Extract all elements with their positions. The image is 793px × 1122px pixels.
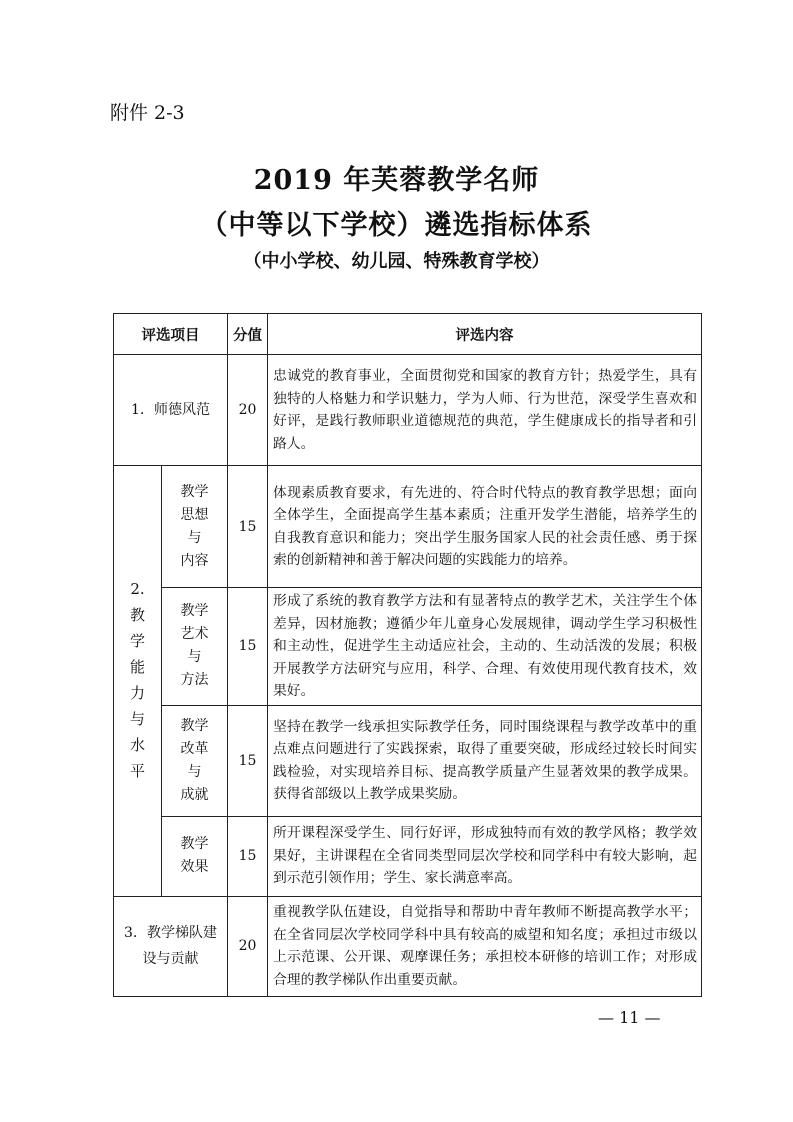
sub-label-part: 与 xyxy=(187,649,202,666)
header-item: 评选项目 xyxy=(114,314,228,355)
sub-label-part: 教学 xyxy=(180,836,209,852)
score-team: 20 xyxy=(228,896,268,996)
page-number: — 11 — xyxy=(598,1008,661,1027)
sub-label-part: 教学 xyxy=(180,717,209,734)
sub-label-part: 效果 xyxy=(180,859,209,875)
content-art: 形成了系统的教育教学方法和有显著特点的教学艺术，关注学生个体差异，因材施教；遵循少年儿童身心发展规律，调动学生学习积极性和主动性，促进学生主动适应社会，主动的、生动活泼的发展；积极开展教学方法研究与应用，科学、合理、有效使用现代教育技术，效果好。 xyxy=(268,588,702,706)
subtitle: （中小学校、幼儿园、特殊教育学校） xyxy=(243,251,550,272)
table-row xyxy=(114,588,702,706)
title-line-1: 2019 年芙蓉教学名师 xyxy=(253,165,540,196)
content-ethics: 忠诚党的教育事业，全面贯彻党和国家的教育方针；热爱学生，具有独特的人格魅力和学识魅力，学为人师、行为世范，深受学生喜欢和好评，是践行教师职业道德规范的典范，学生健康成长的指导者和引路人。 xyxy=(268,355,702,466)
score-effect: 15 xyxy=(228,816,268,896)
table-row xyxy=(114,816,702,896)
content-team: 重视教学队伍建设，自觉指导和帮助中青年教师不断提高教学水平；在全省同层次学校同学科中具有较高的威望和知名度；承担过市级以上示范课、公开课、观摩课任务；承担校本研修的培训工作；对形成合理的教学梯队作出重要贡献。 xyxy=(268,896,702,996)
sub-label-part: 成就 xyxy=(180,786,209,803)
item-teaching-ability xyxy=(114,466,162,897)
content-effect: 所开课程深受学生、同行好评，形成独特而有效的教学风格；教学效果好，主讲课程在全省同类型同层次学校和同学科中有较大影响，起到示范引领作用；学生、家长满意率高。 xyxy=(268,816,702,896)
title-line-2: （中等以下学校）遴选指标体系 xyxy=(200,210,593,241)
score-ethics: 20 xyxy=(228,355,268,466)
sub-label-part: 思想 xyxy=(180,506,209,523)
sub-label-part: 教学 xyxy=(180,603,209,620)
item-team: 3．教学梯队建设与贡献 xyxy=(114,896,228,996)
sub-label-part: 改革 xyxy=(180,740,209,757)
sub-item-thought xyxy=(162,466,228,588)
item-ethics: 1．师德风范 xyxy=(114,355,228,466)
evaluation-index-table xyxy=(113,313,702,997)
score-art: 15 xyxy=(228,588,268,706)
table-row xyxy=(114,355,702,466)
sub-label-part: 艺术 xyxy=(180,626,209,643)
table-row xyxy=(114,705,702,816)
attachment-label: 附件 2-3 xyxy=(110,102,185,124)
sub-item-effect xyxy=(162,816,228,896)
sub-label-part: 内容 xyxy=(180,552,209,569)
sub-label-part: 与 xyxy=(187,763,202,780)
score-thought: 15 xyxy=(228,466,268,588)
table-row xyxy=(114,896,702,996)
content-thought: 体现素质教育要求，有先进的、符合时代特点的教育教学思想；面向全体学生，全面提高学生基本素质；注重开发学生潜能，培养学生的自我教育意识和能力；突出学生服务国家人民的社会责任感、勇于探索的创新精神和善于解决问题的实践能力的培养。 xyxy=(268,466,702,588)
header-score: 分值 xyxy=(228,314,268,355)
table-row xyxy=(114,466,702,588)
sub-label-part: 与 xyxy=(187,529,202,546)
score-reform: 15 xyxy=(228,705,268,816)
sub-label-part: 方法 xyxy=(180,672,209,689)
sub-label-part: 教学 xyxy=(180,483,209,500)
item-teaching-ability-label: 2.教学能力与水平 xyxy=(129,580,145,781)
header-content: 评选内容 xyxy=(268,314,702,355)
sub-item-reform xyxy=(162,705,228,816)
content-reform: 坚持在教学一线承担实际教学任务，同时围绕课程与教学改革中的重点难点问题进行了实践探索，取得了重要突破，形成经过较长时间实践检验，对实现培养目标、提高教学质量产生显著效果的教学成果。获得省部级以上教学成果奖励。 xyxy=(268,705,702,816)
table-header-row xyxy=(114,314,702,355)
sub-item-art xyxy=(162,588,228,706)
